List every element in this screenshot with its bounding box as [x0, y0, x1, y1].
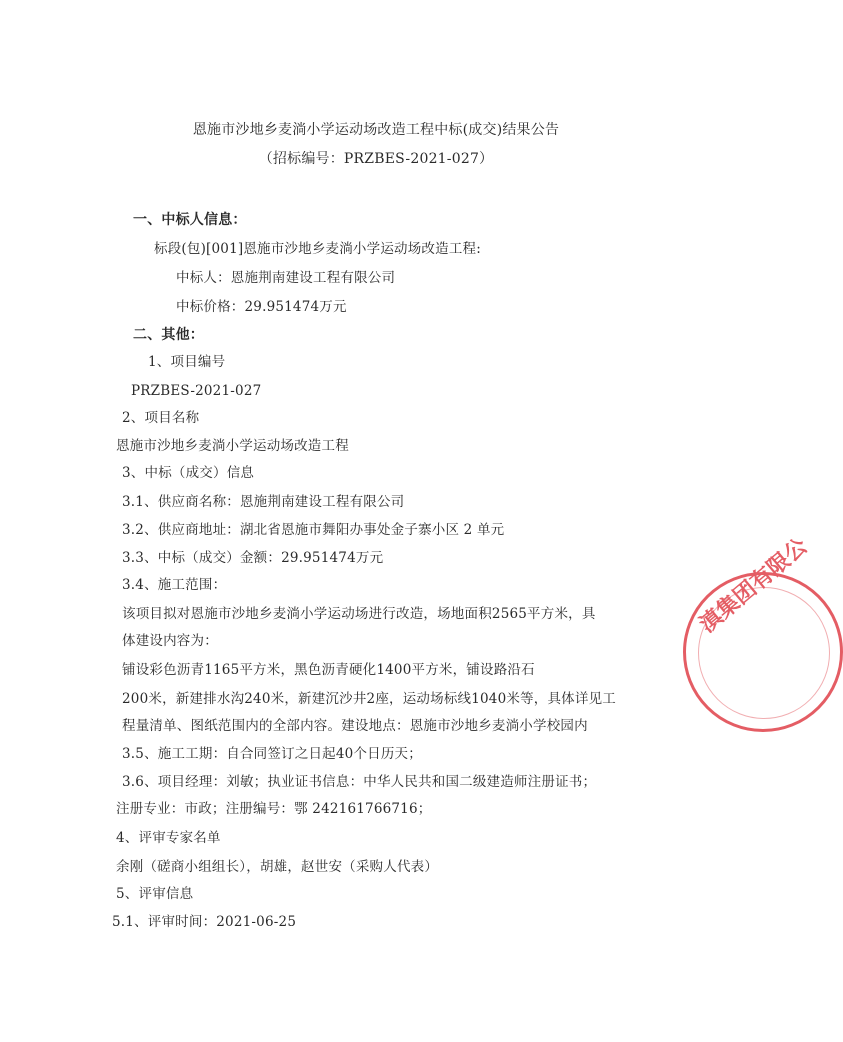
price-line: 中标价格：29.951474万元	[176, 299, 347, 315]
text-line: 该项目拟对恩施市沙地乡麦淌小学运动场进行改造，场地面积2565平方米，具	[122, 606, 596, 622]
text-line: 余刚（磋商小组组长），胡雄，赵世安（采购人代表）	[116, 859, 439, 875]
text-line: 2、项目名称	[122, 410, 200, 426]
text-line: 体建设内容为：	[122, 633, 218, 649]
section-heading-winner-info: 一、中标人信息：	[133, 212, 247, 228]
text-line: 1、项目编号	[148, 354, 226, 370]
text-line: 3.5、施工工期：自合同签订之日起40个日历天；	[122, 746, 422, 762]
text-line: 3.2、供应商地址：湖北省恩施市舞阳办事处金子寨小区 2 单元	[122, 522, 505, 538]
company-seal-stamp	[683, 533, 843, 732]
lot-line: 标段(包)[001]恩施市沙地乡麦淌小学运动场改造工程:	[154, 241, 481, 257]
text-line: PRZBES-2021-027	[131, 383, 262, 399]
text-line: 3.4、施工范围：	[122, 577, 227, 593]
text-line: 注册专业：市政；注册编号：鄂 242161766716；	[116, 801, 432, 817]
text-line: 5、评审信息	[116, 886, 194, 902]
text-line: 200米，新建排水沟240米，新建沉沙井2座，运动场标线1040米等，具体详见工	[122, 691, 616, 707]
text-line: 程量清单、图纸范围内的全部内容。建设地点：恩施市沙地乡麦淌小学校园内	[122, 718, 588, 734]
seal-text: 滇集团有限公	[695, 533, 813, 638]
text-line: 3、中标（成交）信息	[122, 465, 255, 481]
tender-number: （招标编号：PRZBES-2021-027）	[258, 151, 494, 167]
announcement-title: 恩施市沙地乡麦淌小学运动场改造工程中标(成交)结果公告	[192, 122, 560, 138]
text-line: 3.6、项目经理：刘敏；执业证书信息：中华人民共和国二级建造师注册证书；	[122, 774, 597, 790]
winner-line: 中标人：恩施荆南建设工程有限公司	[176, 270, 396, 286]
text-line: 铺设彩色沥青1165平方米，黑色沥青硬化1400平方米，铺设路沿石	[122, 662, 535, 678]
text-line: 3.1、供应商名称：恩施荆南建设工程有限公司	[122, 494, 405, 510]
text-line: 恩施市沙地乡麦淌小学运动场改造工程	[116, 438, 349, 454]
text-line: 4、评审专家名单	[116, 830, 221, 846]
section-heading-other: 二、其他：	[133, 327, 204, 343]
text-line: 5.1、评审时间：2021-06-25	[112, 914, 297, 930]
text-line: 3.3、中标（成交）金额：29.951474万元	[122, 550, 384, 566]
